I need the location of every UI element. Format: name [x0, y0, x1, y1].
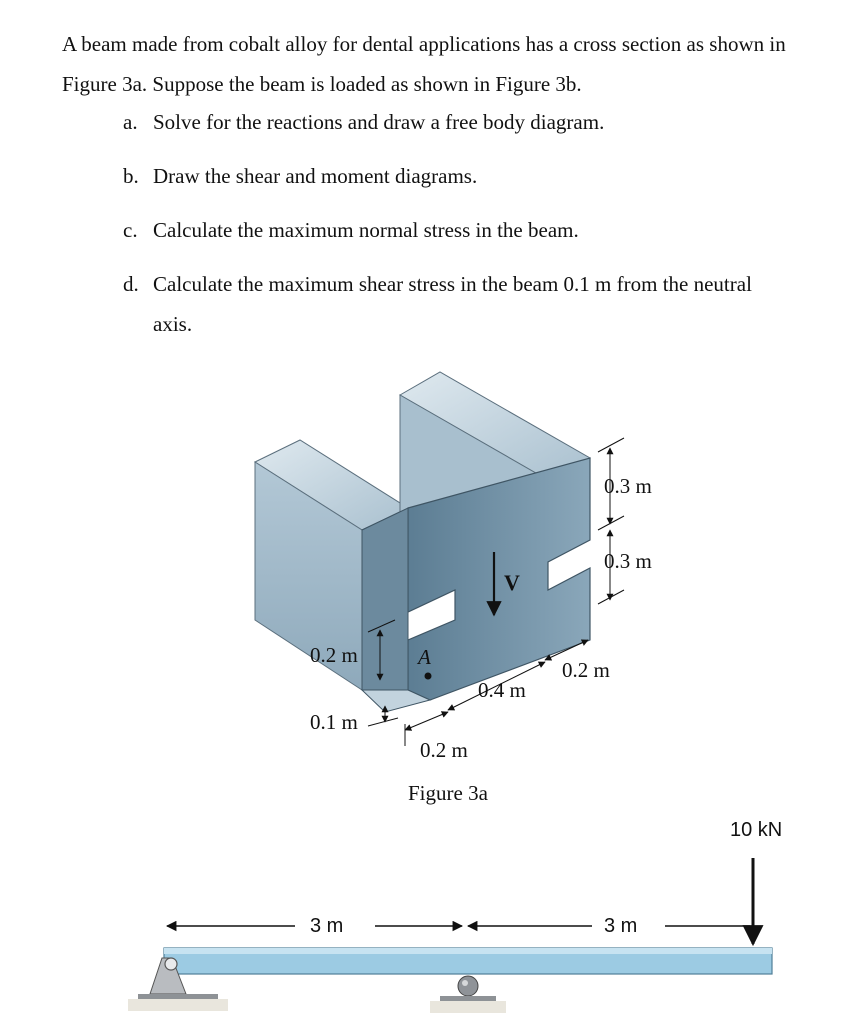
figure-3a-caption: Figure 3a	[408, 781, 488, 805]
question-d-continuation: axis.	[153, 312, 193, 336]
dim-left-flange: 0.2 m	[310, 643, 358, 667]
roller-support-highlight	[462, 980, 468, 986]
roller-support	[458, 976, 478, 996]
dim-top-flange: 0.3 m	[604, 474, 652, 498]
span-left-label: 3 m	[310, 915, 344, 937]
dim-web-height: 0.3 m	[604, 549, 652, 573]
pin-support-base	[138, 994, 218, 999]
ground-left	[128, 999, 228, 1011]
beam-highlight	[164, 948, 772, 954]
dim-bottom-lip: 0.1 m	[310, 710, 358, 734]
point-a-label: A	[418, 645, 431, 669]
question-a-text: Solve for the reactions and draw a free body diagram.	[153, 110, 605, 134]
span-right-label: 3 m	[604, 915, 638, 937]
question-a-label: a.	[123, 110, 138, 134]
shear-force-label: V	[504, 570, 520, 595]
dim-flange-width: 0.2 m	[562, 658, 610, 682]
question-c-text: Calculate the maximum normal stress in the beam.	[153, 218, 579, 242]
question-b-label: b.	[123, 164, 139, 188]
roller-support-base	[440, 996, 496, 1001]
question-c-label: c.	[123, 218, 138, 242]
question-d-text: Calculate the maximum shear stress in the beam 0.1 m from the neutral	[153, 272, 752, 296]
ground-middle	[430, 1001, 506, 1013]
pin-support-pin	[165, 958, 177, 970]
question-b-text: Draw the shear and moment diagrams.	[153, 164, 478, 188]
problem-intro: A beam made from cobalt alloy for dental applications has a cross section as shown in Figure 3a. Suppose the beam is loaded as shown in Figure 3b.	[62, 32, 786, 96]
question-d-label: d.	[123, 272, 139, 296]
dim-web-width: 0.4 m	[478, 678, 526, 702]
load-label: 10 kN	[730, 819, 783, 841]
dim-bottom-width: 0.2 m	[420, 738, 468, 762]
